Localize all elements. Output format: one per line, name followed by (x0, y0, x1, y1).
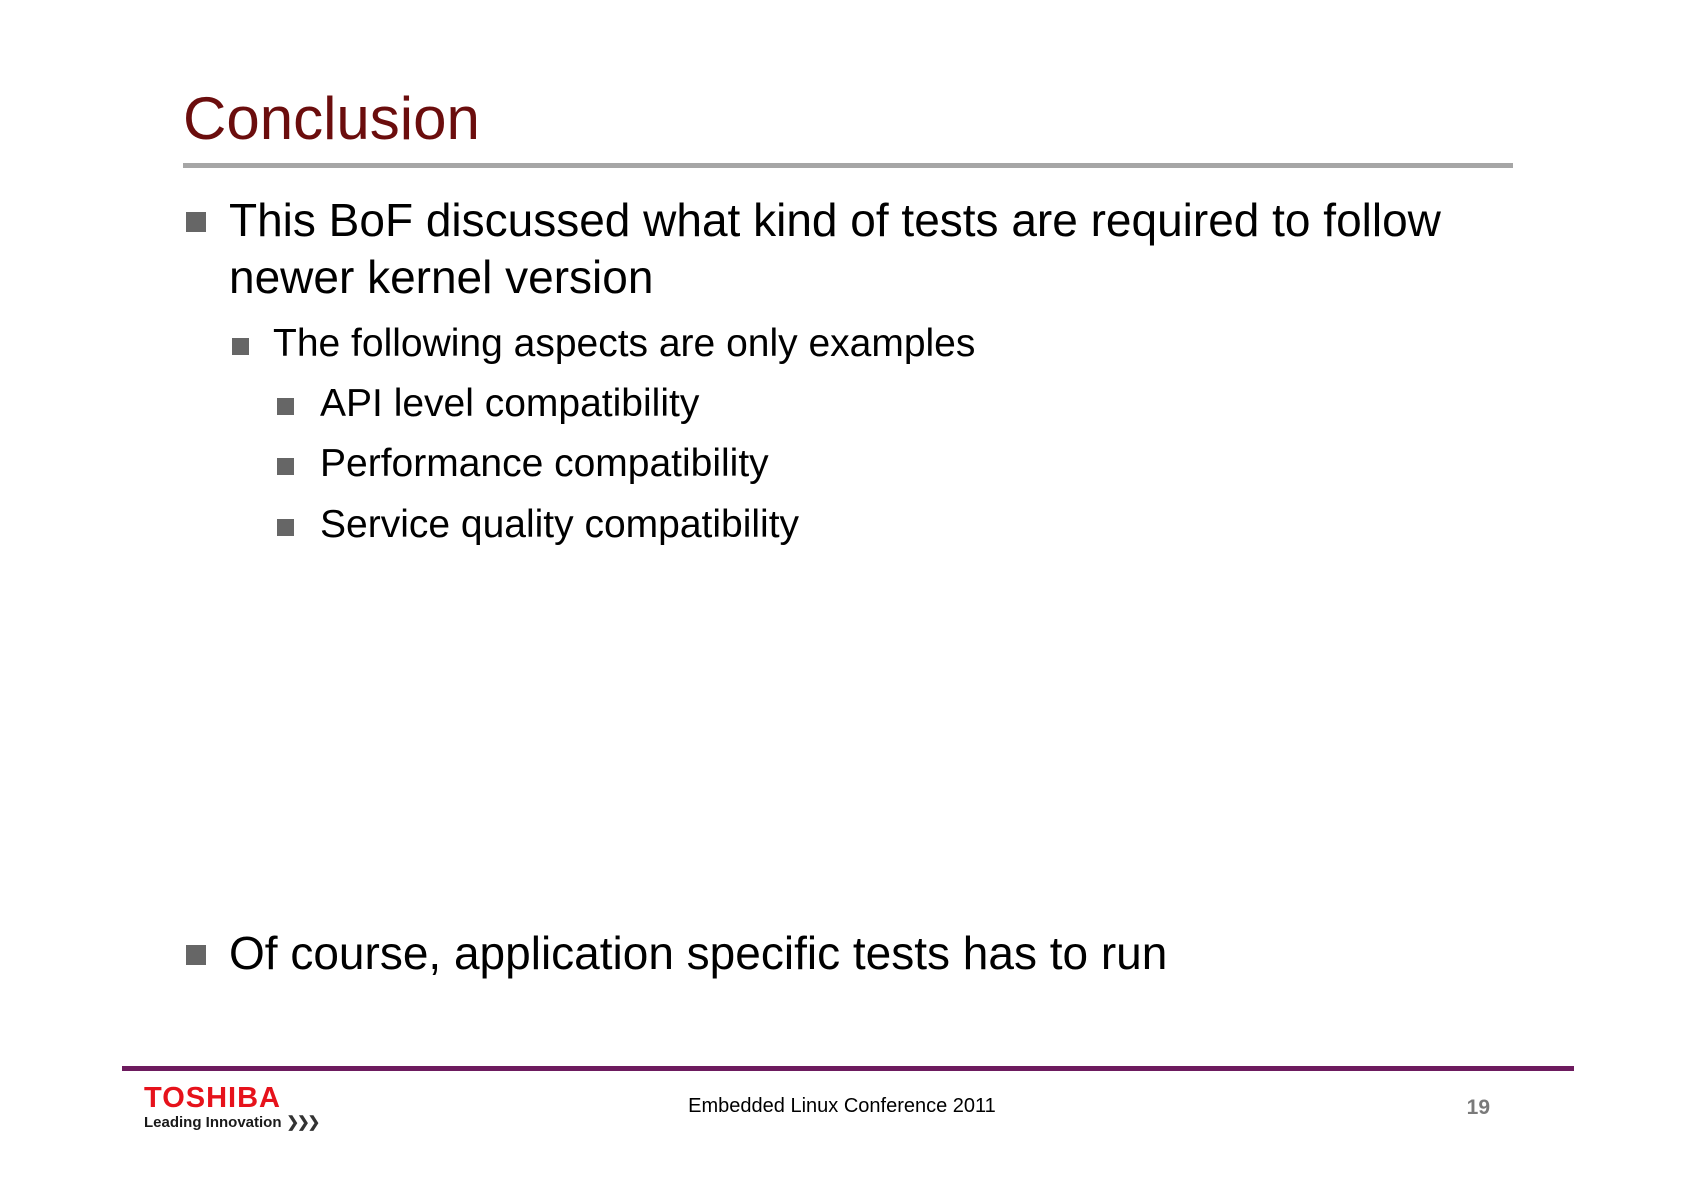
slide-title: Conclusion (183, 85, 480, 152)
sub-bullet-text: The following aspects are only examples (273, 322, 976, 365)
page-number: 19 (1466, 1096, 1490, 1119)
logo-tagline-text: Leading Innovation (144, 1114, 282, 1131)
square-bullet-icon (232, 338, 249, 355)
list-item-performance: Performance compatibility (320, 442, 769, 485)
square-bullet-icon (186, 945, 206, 965)
square-bullet-icon (186, 212, 206, 232)
conference-name: Embedded Linux Conference 2011 (688, 1095, 996, 1117)
title-divider (183, 163, 1513, 168)
toshiba-logo: TOSHIBA (144, 1082, 281, 1114)
list-item-service-quality: Service quality compatibility (320, 503, 800, 546)
bullet-1-text-line-1: This BoF discussed what kind of tests are required to follow (229, 194, 1441, 246)
footer-divider (122, 1066, 1574, 1071)
square-bullet-icon (277, 458, 294, 475)
bullet-2-text: Of course, application specific tests has to run (229, 927, 1168, 979)
square-bullet-icon (277, 519, 294, 536)
list-item-api-level: API level compatibility (320, 382, 700, 425)
square-bullet-icon (277, 398, 294, 415)
chevrons-icon: ❯❯❯ (286, 1114, 319, 1131)
bullet-1-text-line-2: newer kernel version (229, 251, 654, 303)
